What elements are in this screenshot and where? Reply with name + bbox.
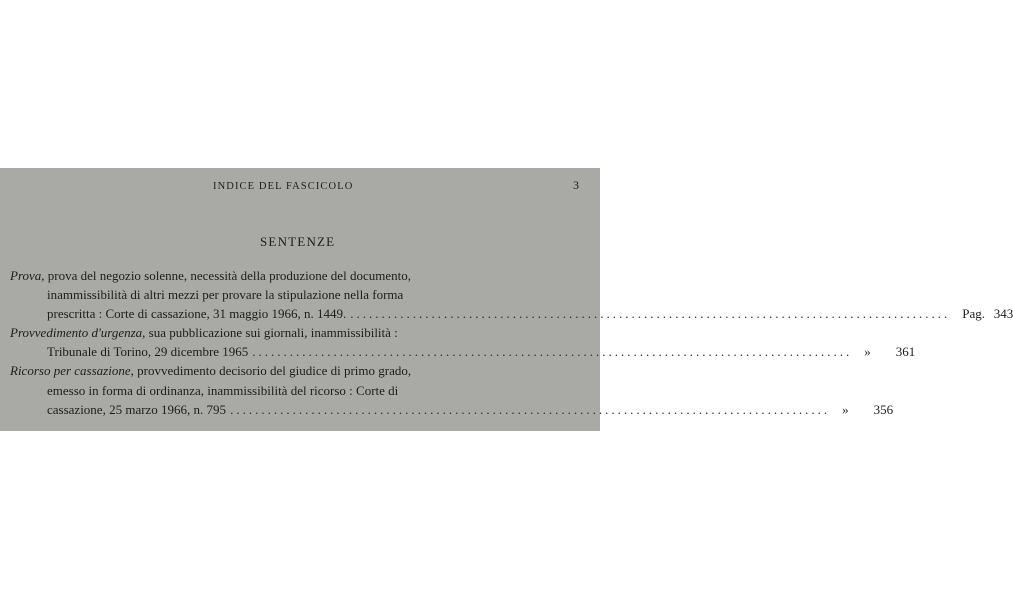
entry-text: cassazione, 25 marzo 1966, n. 795: [47, 401, 227, 417]
entry-topic: Provvedimento d'urgenza: [10, 325, 143, 341]
running-head: INDICE DEL FASCICOLO: [213, 181, 354, 192]
entry-line: [10, 304, 1013, 323]
index-page-band: [0, 168, 1013, 431]
page-reference: [956, 304, 1013, 323]
page-value: 356: [873, 401, 894, 417]
page-reference: [858, 342, 915, 361]
page-reference: [836, 400, 893, 419]
entry-line: [10, 381, 584, 400]
dot-leader: ................................................................................................: [350, 306, 951, 322]
entry-text: inammissibilità di altri mezzi per provare la stipulazione nella forma: [47, 287, 404, 303]
page-value: 361: [895, 344, 916, 360]
entry-line: [10, 323, 584, 342]
entry-line: [10, 342, 916, 361]
dot-leader: ................................................................................................: [230, 401, 831, 417]
index-entries: [10, 266, 1013, 419]
entry-topic: Ricorso per cassazione: [10, 363, 131, 379]
index-entry-prova: [10, 266, 1013, 323]
entry-line: [10, 266, 584, 285]
entry-line: [10, 285, 584, 304]
entry-line: [10, 400, 894, 419]
entry-text: prescritta : Corte di cassazione, 31 maggio 1966, n. 1449.: [47, 306, 347, 322]
entry-topic: Prova: [10, 268, 42, 283]
page-prefix: Pag.: [962, 306, 986, 322]
entry-text: , provvedimento decisorio del giudice di primo grado,: [130, 363, 412, 379]
entry-line: [10, 361, 584, 380]
page-prefix: »: [864, 344, 871, 360]
index-entry-ricorso-cassazione: [10, 361, 894, 418]
entry-text: , prova del negozio solenne, necessità della produzione del documento,: [41, 268, 411, 283]
entry-text: Tribunale di Torino, 29 dicembre 1965: [47, 344, 249, 360]
dot-leader: ................................................................................................: [252, 344, 853, 360]
index-entry-provvedimento-urgenza: [10, 323, 916, 361]
section-title: SENTENZE: [260, 234, 336, 249]
page-prefix: »: [842, 401, 849, 417]
entry-text: , sua pubblicazione sui giornali, inammissibilità :: [142, 325, 398, 341]
page-number: 3: [573, 178, 579, 192]
page-value: 343: [993, 306, 1013, 322]
entry-text: emesso in forma di ordinanza, inammissibilità del ricorso : Corte di: [47, 382, 399, 398]
